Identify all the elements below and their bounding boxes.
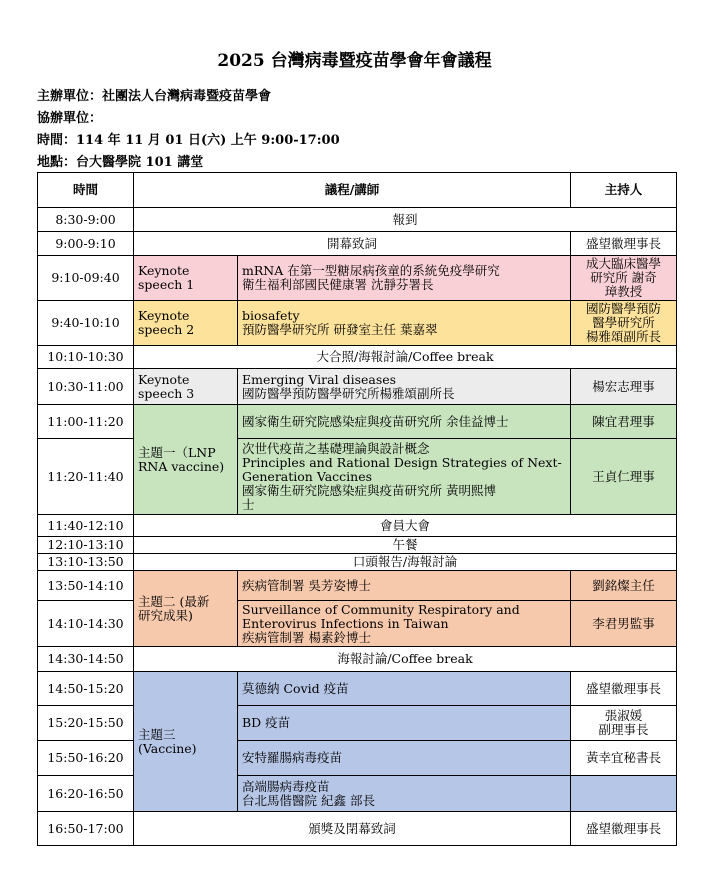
row-time: 14:50-15:20 — [38, 672, 134, 706]
header-topic: 議程/講師 — [134, 173, 571, 208]
row-host: 楊宏志理事 — [571, 369, 677, 405]
table-row — [38, 601, 677, 647]
header-time: 時間 — [38, 173, 134, 208]
row-time: 9:10-09:40 — [38, 256, 134, 301]
table-row — [38, 208, 677, 232]
row-description: 安特羅腸病毒疫苗 — [238, 741, 571, 776]
row-host: 黃幸宜秘書長 — [571, 741, 677, 776]
row-time: 8:30-9:00 — [38, 208, 134, 232]
table-row — [38, 256, 677, 301]
row-session: 大合照/海報討論/Coffee break — [134, 346, 677, 369]
table-row — [38, 405, 677, 439]
row-session: 口頭報告/海報討論 — [134, 554, 677, 571]
row-description: 國家衛生研究院感染症與疫苗研究所 余佳益博士 — [238, 405, 571, 439]
table-row — [38, 812, 677, 846]
row-time: 10:30-11:00 — [38, 369, 134, 405]
row-time: 12:10-13:10 — [38, 537, 134, 554]
row-time: 13:50-14:10 — [38, 571, 134, 601]
table-row — [38, 571, 677, 601]
row-host: 盛望徽理事長 — [571, 672, 677, 706]
table-row — [38, 232, 677, 256]
row-description: Emerging Viral diseases 國防醫學預防醫學研究所楊雅頌副所長 — [238, 369, 571, 405]
row-host: 張淑媛 副理事長 — [571, 706, 677, 741]
row-time: 11:20-11:40 — [38, 439, 134, 515]
table-row — [38, 346, 677, 369]
co-organizer-line: 協辦單位： — [37, 111, 103, 126]
page-title: 2025 台灣病毒暨疫苗學會年會議程 — [217, 51, 492, 71]
row-description: 次世代疫苗之基礎理論與設計概念 Principles and Rational Design Strategies of Next- Generation Vaccines 國家衛生研究院感染症與疫苗研究所 黃明熙博 士 — [238, 439, 571, 515]
row-description: 疾病管制署 吳芳姿博士 — [238, 571, 571, 601]
theme-one-label: 主題一（LNP RNA vaccine) — [134, 405, 238, 515]
table-row — [38, 301, 677, 346]
row-session: 海報討論/Coffee break — [134, 647, 677, 672]
table-row — [38, 706, 677, 741]
row-time: 11:40-12:10 — [38, 515, 134, 537]
row-host: 王貞仁理事 — [571, 439, 677, 515]
row-time: 9:00-9:10 — [38, 232, 134, 256]
table-row — [38, 369, 677, 405]
row-session: 會員大會 — [134, 515, 677, 537]
row-description: 莫德納 Covid 疫苗 — [238, 672, 571, 706]
row-session: 頒獎及閉幕致詞 — [134, 812, 571, 846]
row-host: 成大臨床醫學 研究所 謝奇 璋教授 — [571, 256, 677, 301]
row-time: 14:30-14:50 — [38, 647, 134, 672]
row-host — [571, 776, 677, 812]
table-row — [38, 439, 677, 515]
row-time: 16:20-16:50 — [38, 776, 134, 812]
row-label: Keynote speech 1 — [134, 256, 238, 301]
row-session: 開幕致詞 — [134, 232, 571, 256]
table-row — [38, 647, 677, 672]
row-host: 盛望徽理事長 — [571, 232, 677, 256]
row-description: Surveillance of Community Respiratory and Enterovirus Infections in Taiwan 疾病管制署 楊素鈴博士 — [238, 601, 571, 647]
row-description: BD 疫苗 — [238, 706, 571, 741]
table-header-row — [38, 173, 677, 208]
theme-two-label: 主題二 (最新 研究成果) — [134, 571, 238, 647]
row-time: 13:10-13:50 — [38, 554, 134, 571]
row-description: mRNA 在第一型糖尿病孩童的系統免疫學研究 衛生福利部國民健康署 沈靜芬署長 — [238, 256, 571, 301]
venue-line: 地點：台大醫學院 101 講堂 — [37, 155, 204, 170]
row-session: 報到 — [134, 208, 677, 232]
row-description: 高端腸病毒疫苗 台北馬偕醫院 紀鑫 部長 — [238, 776, 571, 812]
row-time: 11:00-11:20 — [38, 405, 134, 439]
row-host: 陳宜君理事 — [571, 405, 677, 439]
theme-three-label: 主題三 (Vaccine) — [134, 672, 238, 812]
table-row — [38, 537, 677, 554]
row-session: 午餐 — [134, 537, 677, 554]
row-description: biosafety 預防醫學研究所 研發室主任 葉嘉翠 — [238, 301, 571, 346]
time-line: 時間：114 年 11 月 01 日(六) 上午 9:00-17:00 — [37, 133, 340, 148]
row-time: 9:40-10:10 — [38, 301, 134, 346]
row-time: 15:50-16:20 — [38, 741, 134, 776]
row-time: 10:10-10:30 — [38, 346, 134, 369]
organizer-line: 主辦單位：社團法人台灣病毒暨疫苗學會 — [37, 89, 272, 104]
row-label: Keynote speech 2 — [134, 301, 238, 346]
row-host: 國防醫學預防 醫學研究所 楊雅頌副所長 — [571, 301, 677, 346]
agenda-table — [37, 172, 677, 846]
row-time: 15:20-15:50 — [38, 706, 134, 741]
row-time: 16:50-17:00 — [38, 812, 134, 846]
row-host: 李君男監事 — [571, 601, 677, 647]
table-row — [38, 776, 677, 812]
row-host: 盛望徽理事長 — [571, 812, 677, 846]
table-row — [38, 672, 677, 706]
table-row — [38, 554, 677, 571]
table-row — [38, 515, 677, 537]
row-label: Keynote speech 3 — [134, 369, 238, 405]
row-time: 14:10-14:30 — [38, 601, 134, 647]
header-host: 主持人 — [571, 173, 677, 208]
table-row — [38, 741, 677, 776]
row-host: 劉銘燦主任 — [571, 571, 677, 601]
